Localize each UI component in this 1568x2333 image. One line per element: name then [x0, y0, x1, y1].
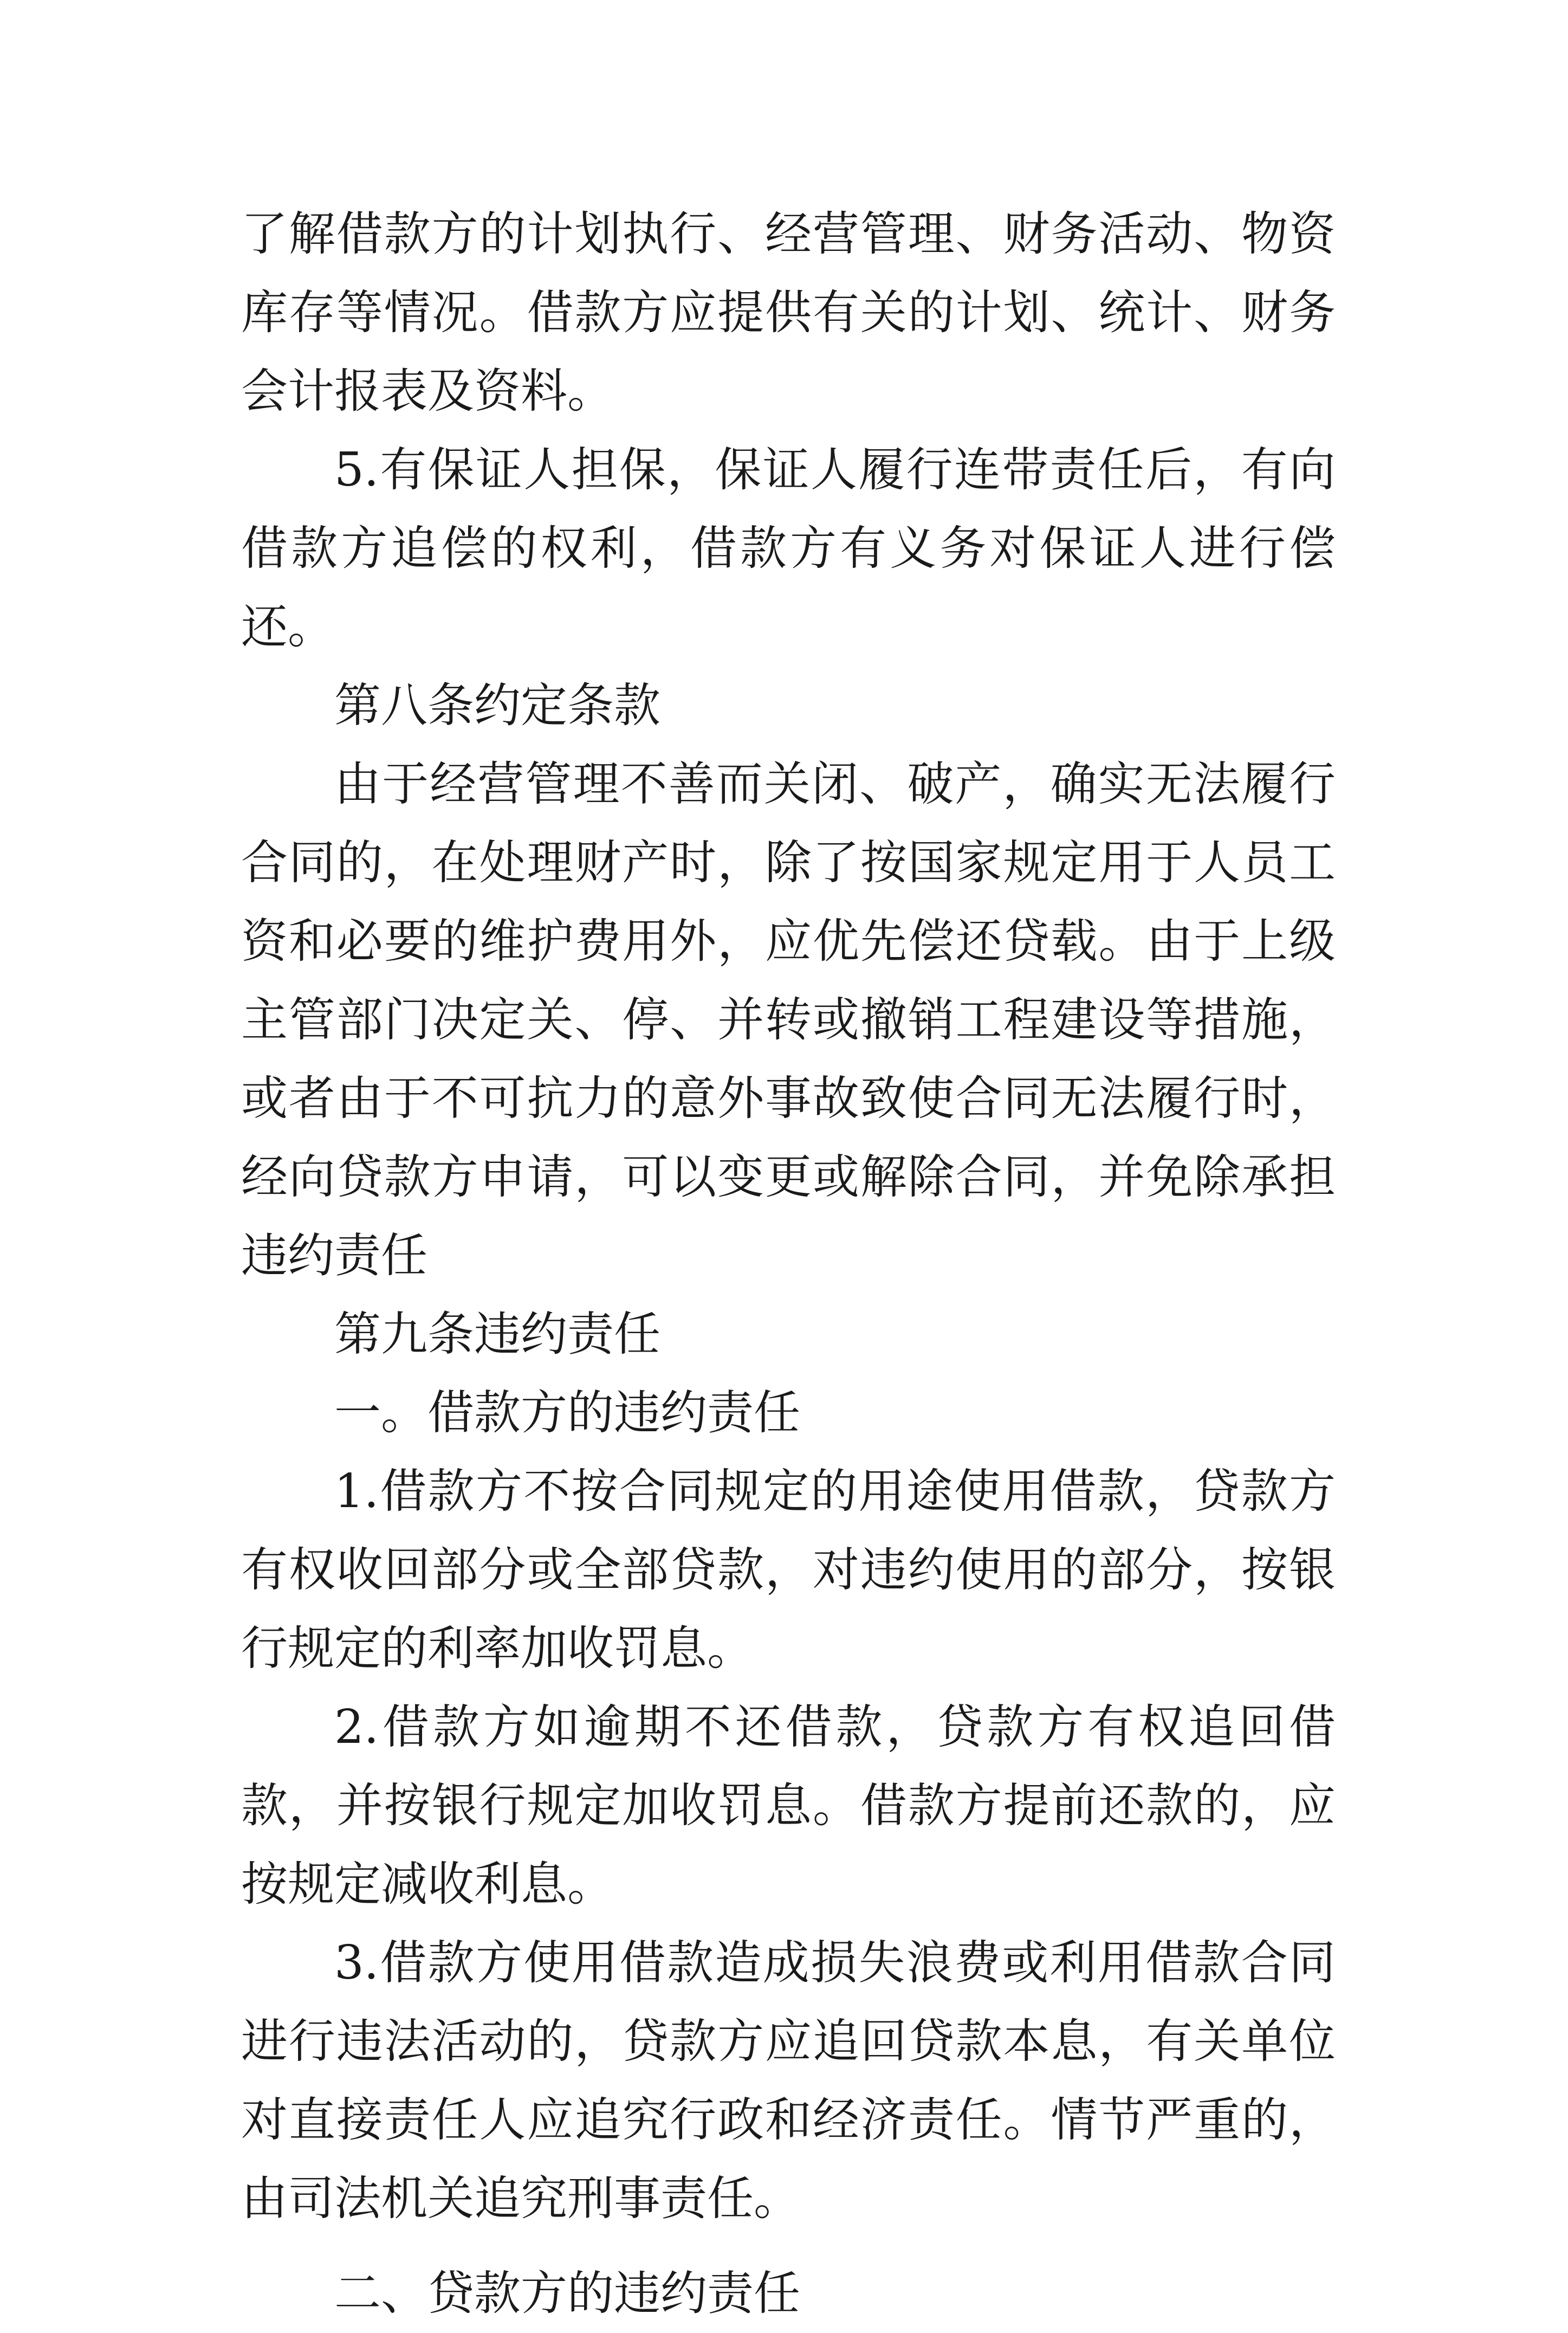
paragraph-borrower-liability-2: 2.借款方如逾期不还借款，贷款方有权追回借款，并按银行规定加收罚息。借款方提前还款的，应按规定减收利息。	[241, 1700, 1336, 1911]
paragraph-agreed-terms: 由于经营管理不善而关闭、破产，确实无法履行合同的，在处理财产时，除了按国家规定用于人员工资和必要的维护费用外，应优先偿还贷载。由于上级主管部门决定关、停、并转或撤销工程建设等措施，或者由于不可抗力的意外事故致使合同无法履行时，经向贷款方申请，可以变更或解除合同，并免除承担违约责任	[241, 757, 1336, 1283]
paragraph-continuation: 了解借款方的计划执行、经营管理、财务活动、物资库存等情况。借款方应提供有关的计划、统计、财务会计报表及资料。	[241, 207, 1336, 418]
paragraph-borrower-liability-3: 3.借款方使用借款造成损失浪费或利用借款合同进行违法活动的，贷款方应追回贷款本息，有关单位对直接责任人应追究行政和经济责任。情节严重的，由司法机关追究刑事责任。	[241, 1936, 1336, 2226]
document-page	[241, 195, 1336, 2333]
section-heading-article-9: 第九条违约责任	[334, 1307, 660, 1361]
subheading-lender-liability: 二、贷款方的违约责任	[334, 2266, 800, 2321]
subheading-borrower-liability: 一。借款方的违约责任	[334, 1386, 800, 1440]
paragraph-borrower-liability-1: 1.借款方不按合同规定的用途使用借款，贷款方有权收回部分或全部贷款，对违约使用的部分，按银行规定的利率加收罚息。	[241, 1464, 1336, 1676]
paragraph-guarantor-clause: 5.有保证人担保，保证人履行连带责任后，有向借款方追偿的权利，借款方有义务对保证人进行偿还。	[241, 443, 1336, 654]
section-heading-article-8: 第八条约定条款	[334, 678, 660, 733]
